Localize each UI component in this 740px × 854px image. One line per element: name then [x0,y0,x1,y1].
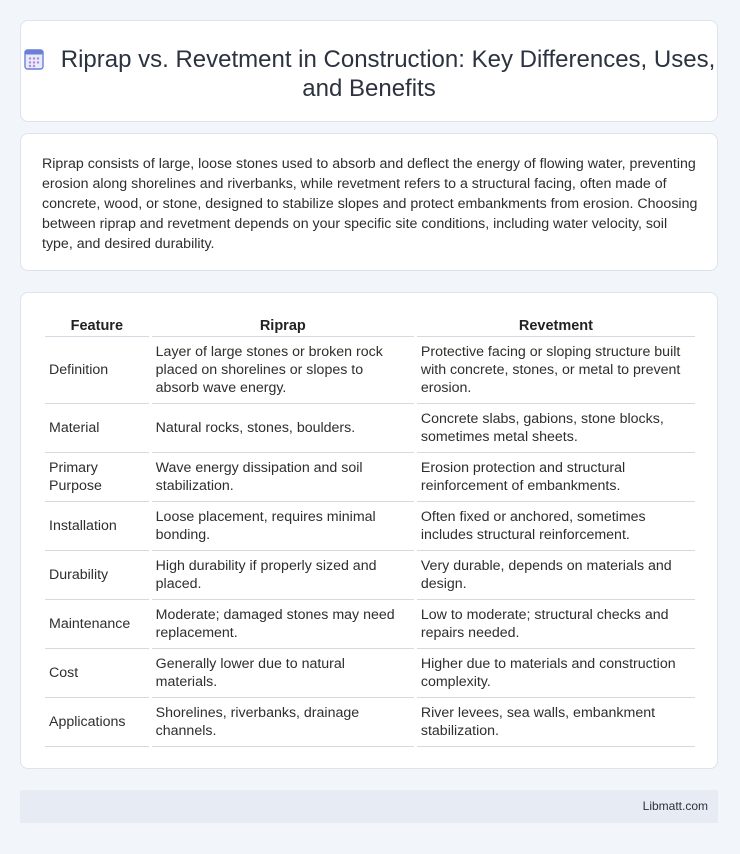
page-title [21,45,717,103]
cell-revetment: River levees, sea walls, embankment stabilization. [417,698,695,747]
comparison-table [42,316,698,747]
table-row [45,502,695,551]
cell-riprap: Wave energy dissipation and soil stabilization. [152,453,414,502]
cell-riprap: Layer of large stones or broken rock placed on shorelines or slopes to absorb wave energy. [152,337,414,404]
summary-card [20,133,718,271]
cell-revetment: Higher due to materials and construction complexity. [417,649,695,698]
table-row [45,600,695,649]
cell-riprap: Loose placement, requires minimal bonding. [152,502,414,551]
cell-revetment: Protective facing or sloping structure built with concrete, stones, or metal to prevent erosion. [417,337,695,404]
cell-riprap: Shorelines, riverbanks, drainage channels. [152,698,414,747]
table-row [45,698,695,747]
cell-riprap: Generally lower due to natural materials. [152,649,414,698]
cell-feature: Material [45,404,149,453]
table-row [45,551,695,600]
cell-revetment: Concrete slabs, gabions, stone blocks, sometimes metal sheets. [417,404,695,453]
table-row [45,453,695,502]
cell-riprap: Moderate; damaged stones may need replacement. [152,600,414,649]
table-row [45,404,695,453]
footer-brand: Libmatt.com [642,799,708,813]
title-card [20,20,718,122]
header-revetment: Revetment [417,316,695,337]
header-feature: Feature [45,316,149,337]
document-grid-icon [23,48,45,70]
header-riprap: Riprap [152,316,414,337]
cell-feature: Cost [45,649,149,698]
cell-feature: Definition [45,337,149,404]
table-row [45,649,695,698]
table-row [45,337,695,404]
cell-revetment: Erosion protection and structural reinforcement of embankments. [417,453,695,502]
cell-riprap: High durability if properly sized and placed. [152,551,414,600]
cell-riprap: Natural rocks, stones, boulders. [152,404,414,453]
cell-revetment: Often fixed or anchored, sometimes includes structural reinforcement. [417,502,695,551]
comparison-card [20,292,718,769]
cell-feature: Maintenance [45,600,149,649]
cell-revetment: Low to moderate; structural checks and repairs needed. [417,600,695,649]
table-header-row [45,316,695,337]
cell-feature: Installation [45,502,149,551]
footer-bar [20,790,718,823]
cell-revetment: Very durable, depends on materials and design. [417,551,695,600]
summary-paragraph: Riprap consists of large, loose stones used to absorb and deflect the energy of flowing water, preventing erosion along shorelines and riverbanks, while revetment refers to a structural facing, often made of concrete, wood, or stone, designed to stabilize slopes and protect embankments from erosion. Choosing between riprap and revetment depends on your specific site conditions, including water velocity, soil type, and desired durability. [42,156,698,252]
cell-feature: Primary Purpose [45,453,149,502]
cell-feature: Durability [45,551,149,600]
cell-feature: Applications [45,698,149,747]
page-title-text: Riprap vs. Revetment in Construction: Key Differences, Uses, and Benefits [60,46,716,102]
